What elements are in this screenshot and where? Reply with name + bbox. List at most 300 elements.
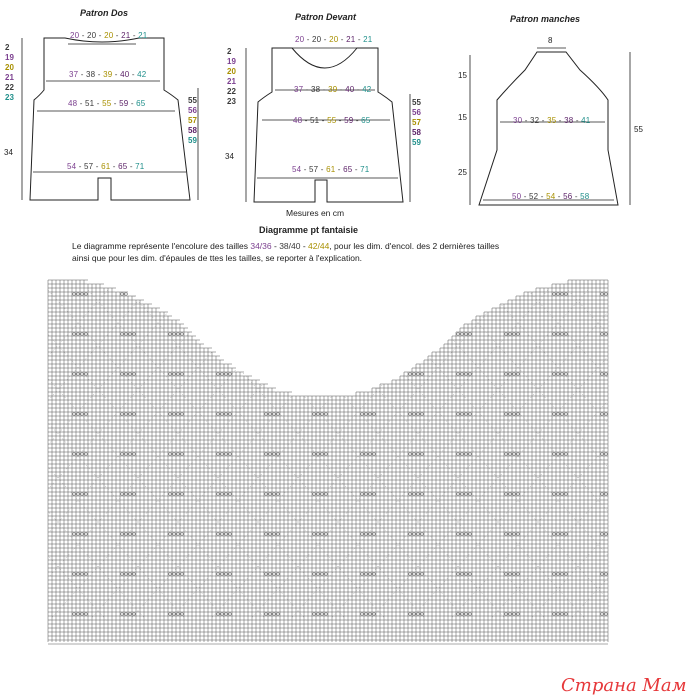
bobble-mark	[412, 293, 415, 295]
bobble-mark	[360, 613, 363, 615]
bobble-mark	[264, 613, 267, 615]
bobble-mark	[564, 533, 567, 535]
bobble-mark	[460, 413, 463, 415]
bobble-mark	[608, 613, 611, 615]
bobble-mark	[316, 373, 319, 375]
front-left-size: 20	[227, 67, 236, 76]
bobble-mark	[516, 413, 519, 415]
bobble-mark	[268, 453, 271, 455]
bobble-mark	[120, 413, 123, 415]
bobble-mark	[132, 373, 135, 375]
bobble-mark	[176, 293, 179, 295]
bobble-mark	[504, 493, 507, 495]
bobble-mark	[132, 413, 135, 415]
bobble-mark	[180, 293, 183, 295]
val: 37	[69, 70, 79, 79]
bobble-mark	[220, 493, 223, 495]
bobble-mark	[180, 573, 183, 575]
bobble-mark	[552, 613, 555, 615]
val: 54	[546, 192, 556, 201]
bobble-mark	[420, 373, 423, 375]
bobble-mark	[512, 613, 515, 615]
back-left-size: 2	[5, 43, 10, 52]
bobble-mark	[276, 453, 279, 455]
bobble-mark	[600, 613, 603, 615]
bobble-mark	[464, 373, 467, 375]
bobble-mark	[172, 293, 175, 295]
bobble-mark	[464, 613, 467, 615]
bobble-mark	[460, 333, 463, 335]
front-right-size: 57	[412, 118, 421, 127]
bobble-mark	[368, 573, 371, 575]
bobble-mark	[264, 573, 267, 575]
bobble-mark	[168, 293, 171, 295]
bobble-mark	[324, 493, 327, 495]
bobble-mark	[120, 613, 123, 615]
bobble-mark	[172, 373, 175, 375]
bobble-mark	[416, 493, 419, 495]
bobble-mark	[132, 453, 135, 455]
val: 41	[581, 116, 591, 125]
bobble-mark	[224, 373, 227, 375]
bobble-mark	[180, 373, 183, 375]
bobble-mark	[316, 293, 319, 295]
val: 52	[529, 192, 539, 201]
val: 32	[530, 116, 540, 125]
bobble-mark	[76, 573, 79, 575]
bobble-mark	[420, 533, 423, 535]
bobble-mark	[600, 373, 603, 375]
val: 21	[138, 31, 148, 40]
bobble-mark	[176, 333, 179, 335]
back-right-size: 57	[188, 116, 197, 125]
bobble-mark	[564, 453, 567, 455]
back-right-size: 55	[188, 96, 197, 105]
bobble-mark	[364, 533, 367, 535]
bobble-mark	[132, 333, 135, 335]
bobble-mark	[216, 333, 219, 335]
front-right-size: 56	[412, 108, 421, 117]
bobble-mark	[556, 493, 559, 495]
bobble-mark	[124, 373, 127, 375]
bobble-mark	[268, 493, 271, 495]
bobble-mark	[220, 453, 223, 455]
back-row4: 54 - 57 - 61 - 65 - 71	[67, 162, 145, 171]
bobble-mark	[604, 293, 607, 295]
back-height-label: 34	[4, 148, 13, 157]
bobble-mark	[360, 493, 363, 495]
bobble-mark	[216, 613, 219, 615]
bobble-mark	[420, 573, 423, 575]
bobble-mark	[460, 533, 463, 535]
bobble-mark	[516, 613, 519, 615]
val: 20	[312, 35, 322, 44]
bobble-mark	[272, 413, 275, 415]
back-left-size: 22	[5, 83, 14, 92]
bobble-mark	[276, 533, 279, 535]
bobble-mark	[80, 453, 83, 455]
bobble-mark	[316, 533, 319, 535]
bobble-mark	[316, 333, 319, 335]
bobble-mark	[172, 493, 175, 495]
bobble-mark	[552, 453, 555, 455]
bobble-mark	[120, 293, 123, 295]
bobble-mark	[276, 293, 279, 295]
bobble-mark	[552, 493, 555, 495]
bobble-mark	[504, 533, 507, 535]
sleeve-pattern-title: Patron manches	[510, 14, 581, 24]
bobble-mark	[468, 613, 471, 615]
bobble-mark	[468, 373, 471, 375]
bobble-mark	[552, 373, 555, 375]
bobble-mark	[124, 613, 127, 615]
val: 61	[101, 162, 111, 171]
bobble-mark	[604, 493, 607, 495]
bobble-mark	[412, 413, 415, 415]
bobble-mark	[268, 533, 271, 535]
bobble-mark	[468, 293, 471, 295]
bobble-mark	[368, 413, 371, 415]
bobble-mark	[464, 453, 467, 455]
bobble-mark	[276, 613, 279, 615]
bobble-mark	[76, 453, 79, 455]
bobble-mark	[80, 613, 83, 615]
bobble-mark	[556, 573, 559, 575]
val: 58	[580, 192, 590, 201]
bobble-mark	[416, 373, 419, 375]
bobble-mark	[460, 573, 463, 575]
bobble-mark	[408, 373, 411, 375]
bobble-mark	[360, 453, 363, 455]
bobble-mark	[228, 533, 231, 535]
bobble-mark	[600, 533, 603, 535]
bobble-mark	[612, 573, 615, 575]
bobble-mark	[408, 333, 411, 335]
bobble-mark	[176, 573, 179, 575]
bobble-mark	[508, 533, 511, 535]
back-pattern-title: Patron Dos	[80, 8, 129, 18]
bobble-mark	[176, 613, 179, 615]
bobble-mark	[176, 413, 179, 415]
bobble-mark	[228, 293, 231, 295]
bobble-mark	[128, 293, 131, 295]
bobble-mark	[276, 373, 279, 375]
bobble-mark	[168, 493, 171, 495]
bobble-mark	[84, 493, 87, 495]
front-right-size: 58	[412, 128, 421, 137]
bobble-mark	[76, 293, 79, 295]
bobble-mark	[264, 533, 267, 535]
val: 38	[86, 70, 96, 79]
bobble-mark	[324, 613, 327, 615]
bobble-mark	[268, 613, 271, 615]
bobble-mark	[508, 413, 511, 415]
bobble-mark	[224, 493, 227, 495]
bobble-mark	[460, 493, 463, 495]
bobble-mark	[272, 493, 275, 495]
val: 40	[345, 85, 355, 94]
bobble-mark	[504, 573, 507, 575]
bobble-mark	[312, 293, 315, 295]
bobble-mark	[268, 293, 271, 295]
bobble-mark	[372, 453, 375, 455]
front-row1: 20 - 20 - 20 - 21 - 21	[295, 35, 373, 44]
val: 61	[326, 165, 336, 174]
bobble-mark	[224, 573, 227, 575]
val: 35	[547, 116, 557, 125]
bobble-mark	[80, 373, 83, 375]
bobble-mark	[312, 333, 315, 335]
bobble-mark	[276, 493, 279, 495]
bobble-mark	[368, 533, 371, 535]
bobble-mark	[320, 493, 323, 495]
bobble-mark	[124, 533, 127, 535]
bobble-mark	[84, 573, 87, 575]
val: 20	[104, 31, 114, 40]
bobble-mark	[464, 293, 467, 295]
bobble-mark	[612, 373, 615, 375]
front-left-size: 2	[227, 47, 232, 56]
bobble-mark	[416, 293, 419, 295]
bobble-mark	[228, 413, 231, 415]
text: Le diagramme représente l'encolure des tailles	[72, 241, 251, 251]
size-a: 34/36	[250, 241, 272, 251]
bobble-mark	[216, 533, 219, 535]
bobble-mark	[216, 453, 219, 455]
bobble-mark	[76, 413, 79, 415]
bobble-mark	[504, 333, 507, 335]
diagram-description-line2: ainsi que pour les dim. d'épaules de ttes les tailles, se reporter à l'explication.	[72, 253, 363, 263]
bobble-mark	[456, 333, 459, 335]
bobble-mark	[124, 493, 127, 495]
bobble-mark	[612, 493, 615, 495]
bobble-mark	[324, 413, 327, 415]
bobble-mark	[420, 493, 423, 495]
bobble-mark	[512, 493, 515, 495]
bobble-mark	[412, 453, 415, 455]
bobble-mark	[76, 613, 79, 615]
bobble-mark	[408, 293, 411, 295]
bobble-mark	[552, 413, 555, 415]
bobble-mark	[416, 333, 419, 335]
bobble-mark	[220, 573, 223, 575]
bobble-mark	[72, 533, 75, 535]
bobble-mark	[552, 533, 555, 535]
bobble-mark	[220, 373, 223, 375]
bobble-mark	[268, 413, 271, 415]
bobble-mark	[120, 533, 123, 535]
bobble-mark	[408, 533, 411, 535]
bobble-mark	[604, 413, 607, 415]
bobble-mark	[420, 333, 423, 335]
bobble-mark	[228, 453, 231, 455]
bobble-mark	[272, 333, 275, 335]
bobble-mark	[600, 333, 603, 335]
bobble-mark	[464, 533, 467, 535]
bobble-mark	[320, 533, 323, 535]
bobble-mark	[84, 373, 87, 375]
bobble-mark	[268, 573, 271, 575]
bobble-mark	[176, 533, 179, 535]
back-row1: 20 - 20 - 20 - 21 - 21	[70, 31, 148, 40]
bobble-mark	[360, 573, 363, 575]
val: 37	[294, 85, 304, 94]
bobble-mark	[324, 293, 327, 295]
measure-note: Mesures en cm	[286, 208, 345, 218]
bobble-mark	[120, 333, 123, 335]
bobble-mark	[128, 453, 131, 455]
val: 65	[361, 116, 371, 125]
bobble-mark	[368, 293, 371, 295]
bobble-mark	[320, 413, 323, 415]
sleeve-left-label: 25	[458, 168, 467, 177]
bobble-mark	[552, 293, 555, 295]
bobble-mark	[124, 293, 127, 295]
bobble-mark	[600, 573, 603, 575]
bobble-mark	[464, 413, 467, 415]
val: 21	[121, 31, 131, 40]
bobble-mark	[512, 413, 515, 415]
bobble-mark	[312, 533, 315, 535]
val: 71	[360, 165, 370, 174]
bobble-mark	[320, 293, 323, 295]
bobble-mark	[264, 293, 267, 295]
bobble-mark	[456, 293, 459, 295]
bobble-mark	[608, 293, 611, 295]
bobble-mark	[180, 533, 183, 535]
bobble-mark	[120, 373, 123, 375]
bobble-mark	[556, 613, 559, 615]
bobble-mark	[516, 333, 519, 335]
bobble-mark	[268, 373, 271, 375]
bobble-mark	[264, 413, 267, 415]
val: 48	[293, 116, 303, 125]
bobble-mark	[512, 293, 515, 295]
front-pattern-title: Patron Devant	[295, 12, 357, 22]
bobble-mark	[132, 533, 135, 535]
bobble-mark	[272, 533, 275, 535]
bobble-mark	[76, 493, 79, 495]
bobble-mark	[612, 333, 615, 335]
bobble-mark	[216, 293, 219, 295]
bobble-mark	[72, 293, 75, 295]
bobble-mark	[604, 373, 607, 375]
bobble-mark	[508, 613, 511, 615]
bobble-mark	[360, 293, 363, 295]
bobble-mark	[408, 413, 411, 415]
bobble-mark	[556, 533, 559, 535]
bobble-mark	[312, 373, 315, 375]
bobble-mark	[272, 293, 275, 295]
val: 20	[87, 31, 97, 40]
val: 65	[118, 162, 128, 171]
bobble-mark	[272, 613, 275, 615]
bobble-mark	[368, 453, 371, 455]
bobble-mark	[556, 413, 559, 415]
bobble-mark	[372, 373, 375, 375]
bobble-mark	[508, 293, 511, 295]
size-b: 38/40	[279, 241, 301, 251]
bobble-mark	[128, 333, 131, 335]
grid-path	[48, 280, 608, 644]
bobble-mark	[408, 453, 411, 455]
bobble-mark	[512, 533, 515, 535]
front-right-size: 55	[412, 98, 421, 107]
bobble-mark	[468, 533, 471, 535]
front-left-size: 21	[227, 77, 236, 86]
bobble-mark	[468, 453, 471, 455]
bobble-mark	[320, 333, 323, 335]
bobble-mark	[468, 493, 471, 495]
sleeve-right-label: 55	[634, 125, 643, 134]
bobble-mark	[512, 573, 515, 575]
bobble-mark	[120, 573, 123, 575]
bobble-mark	[552, 333, 555, 335]
bobble-mark	[556, 293, 559, 295]
bobble-mark	[460, 453, 463, 455]
bobble-mark	[612, 453, 615, 455]
bobble-mark	[416, 413, 419, 415]
back-right-size: 56	[188, 106, 197, 115]
bobble-mark	[416, 613, 419, 615]
bobble-mark	[368, 493, 371, 495]
bobble-mark	[176, 493, 179, 495]
bobble-mark	[324, 333, 327, 335]
bobble-mark	[456, 493, 459, 495]
val: 57	[84, 162, 94, 171]
bobble-mark	[84, 613, 87, 615]
bobble-mark	[516, 453, 519, 455]
bobble-mark	[556, 373, 559, 375]
bobble-mark	[84, 533, 87, 535]
val: 20	[329, 35, 339, 44]
bobble-mark	[272, 573, 275, 575]
val: 55	[327, 116, 337, 125]
val: 39	[328, 85, 338, 94]
bobble-mark	[172, 333, 175, 335]
chart-grid-lines	[48, 280, 608, 644]
bobble-mark	[364, 493, 367, 495]
bobble-mark	[168, 573, 171, 575]
bobble-mark	[612, 613, 615, 615]
bobble-mark	[180, 493, 183, 495]
bobble-mark	[372, 293, 375, 295]
bobble-mark	[612, 293, 615, 295]
bobble-mark	[76, 533, 79, 535]
bobble-mark	[128, 413, 131, 415]
bobble-mark	[124, 573, 127, 575]
bobble-mark	[368, 373, 371, 375]
bobble-mark	[560, 573, 563, 575]
bobble-mark	[508, 333, 511, 335]
bobble-mark	[364, 293, 367, 295]
bobble-mark	[468, 413, 471, 415]
bobble-mark	[464, 333, 467, 335]
bobble-mark	[516, 493, 519, 495]
bobble-mark	[168, 373, 171, 375]
back-row3: 48 - 51 - 55 - 59 - 65	[68, 99, 146, 108]
bobble-mark	[468, 333, 471, 335]
back-right-size: 59	[188, 136, 197, 145]
bobble-mark	[456, 453, 459, 455]
bobble-mark	[316, 493, 319, 495]
bobble-mark	[560, 413, 563, 415]
bobble-mark	[172, 533, 175, 535]
bobble-mark	[364, 453, 367, 455]
bobble-mark	[564, 493, 567, 495]
bobble-mark	[172, 453, 175, 455]
sep: -	[271, 241, 280, 251]
